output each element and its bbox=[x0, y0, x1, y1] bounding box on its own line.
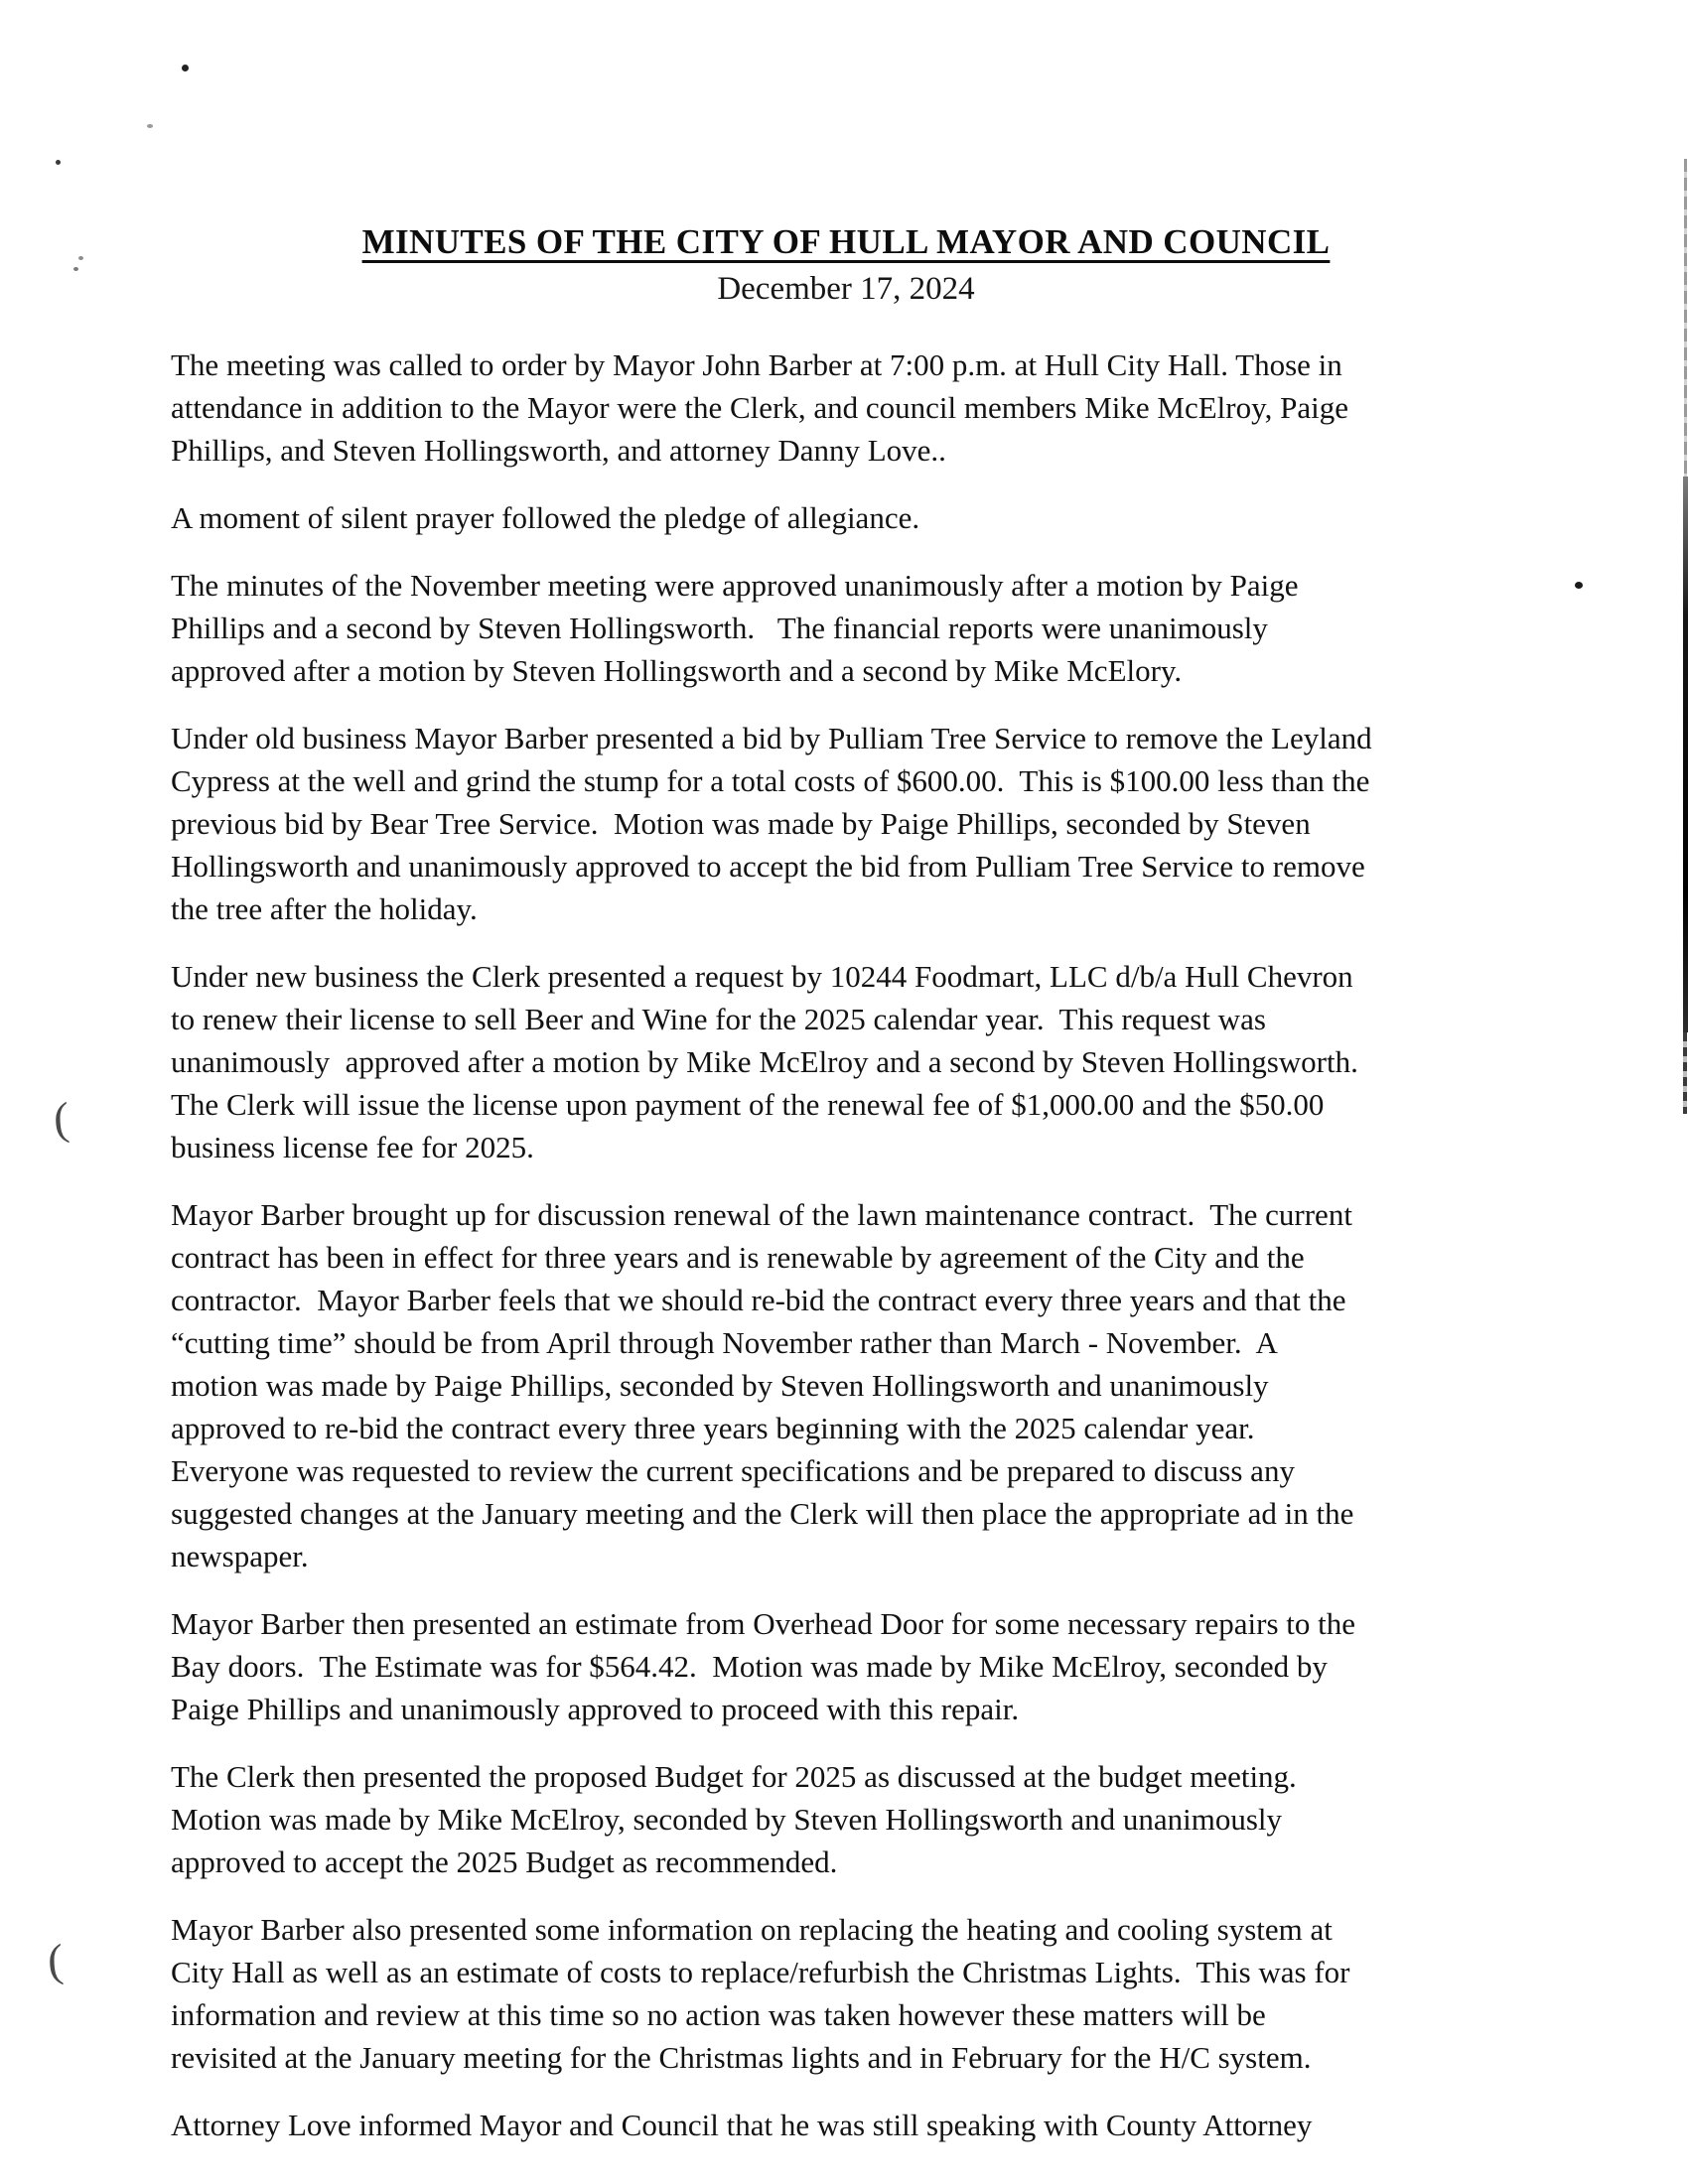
text-line: the tree after the holiday. bbox=[171, 891, 478, 926]
text-line: “cutting time” should be from April through November rather than March - November. A bbox=[171, 1325, 1278, 1360]
text-line: Bay doors. The Estimate was for $564.42. Motion was made by Mike McElroy, seconded by bbox=[171, 1649, 1328, 1684]
paragraph bbox=[171, 2104, 1551, 2146]
scan-speck bbox=[182, 65, 189, 71]
text-line: previous bid by Bear Tree Service. Motion was made by Paige Phillips, seconded by Steven bbox=[171, 806, 1311, 841]
paragraph bbox=[171, 1602, 1551, 1730]
document-header bbox=[171, 218, 1521, 312]
paragraph bbox=[171, 955, 1551, 1168]
document-body bbox=[171, 343, 1551, 2171]
scan-edge-line-top bbox=[1684, 159, 1687, 477]
text-line: Mayor Barber brought up for discussion renewal of the lawn maintenance contract. The current bbox=[171, 1197, 1352, 1232]
scan-speck bbox=[147, 124, 153, 128]
paragraph bbox=[171, 496, 1551, 539]
text-line: Phillips, and Steven Hollingsworth, and attorney Danny Love.. bbox=[171, 433, 946, 468]
text-line: Under old business Mayor Barber presented a bid by Pulliam Tree Service to remove the Leyland bbox=[171, 721, 1372, 755]
paragraph bbox=[171, 717, 1551, 930]
text-line: approved after a motion by Steven Hollingsworth and a second by Mike McElory. bbox=[171, 653, 1183, 688]
paragraph bbox=[171, 1755, 1551, 1883]
text-line: revisited at the January meeting for the Christmas lights and in February for the H/C system. bbox=[171, 2040, 1312, 2075]
scan-margin-mark: ( bbox=[52, 1092, 71, 1145]
text-line: The Clerk then presented the proposed Budget for 2025 as discussed at the budget meeting. bbox=[171, 1759, 1297, 1794]
paragraph bbox=[171, 564, 1551, 692]
scan-margin-mark: ( bbox=[46, 1934, 66, 1986]
text-line: Phillips and a second by Steven Hollingsworth. The financial reports were unanimously bbox=[171, 611, 1268, 645]
text-line: Cypress at the well and grind the stump for a total costs of $600.00. This is $100.00 less than the bbox=[171, 763, 1370, 798]
text-line: The minutes of the November meeting were approved unanimously after a motion by Paige bbox=[171, 568, 1299, 603]
text-line: Hollingsworth and unanimously approved to accept the bid from Pulliam Tree Service to remove bbox=[171, 849, 1365, 884]
text-line: City Hall as well as an estimate of costs to replace/refurbish the Christmas Lights. This was for bbox=[171, 1955, 1350, 1989]
text-line: business license fee for 2025. bbox=[171, 1130, 534, 1164]
text-line: contractor. Mayor Barber feels that we should re-bid the contract every three years and that the bbox=[171, 1283, 1346, 1317]
text-line: Everyone was requested to review the current specifications and be prepared to discuss any bbox=[171, 1453, 1295, 1488]
text-line: information and review at this time so no action was taken however these matters will be bbox=[171, 1997, 1266, 2032]
text-line: Mayor Barber also presented some information on replacing the heating and cooling system at bbox=[171, 1912, 1333, 1947]
scan-speck bbox=[1575, 582, 1583, 589]
text-line: A moment of silent prayer followed the pledge of allegiance. bbox=[171, 500, 920, 535]
text-line: to renew their license to sell Beer and Wine for the 2025 calendar year. This request was bbox=[171, 1002, 1266, 1036]
text-line: Mayor Barber then presented an estimate from Overhead Door for some necessary repairs to the bbox=[171, 1606, 1356, 1641]
text-line: unanimously approved after a motion by Mike McElroy and a second by Steven Hollingsworth. bbox=[171, 1044, 1358, 1079]
text-line: attendance in addition to the Mayor were the Clerk, and council members Mike McElroy, Paige bbox=[171, 390, 1348, 425]
text-line: newspaper. bbox=[171, 1539, 309, 1573]
text-line: suggested changes at the January meeting and the Clerk will then place the appropriate ad in the bbox=[171, 1496, 1354, 1531]
text-line: The meeting was called to order by Mayor John Barber at 7:00 p.m. at Hull City Hall. Those in bbox=[171, 347, 1342, 382]
document-date: December 17, 2024 bbox=[717, 271, 975, 307]
text-line: contract has been in effect for three years and is renewable by agreement of the City and the bbox=[171, 1240, 1305, 1275]
text-line: The Clerk will issue the license upon payment of the renewal fee of $1,000.00 and the $50.00 bbox=[171, 1087, 1325, 1122]
text-line: Paige Phillips and unanimously approved to proceed with this repair. bbox=[171, 1692, 1020, 1726]
text-line: approved to accept the 2025 Budget as recommended. bbox=[171, 1844, 838, 1879]
document-title: MINUTES OF THE CITY OF HULL MAYOR AND COUNCIL bbox=[361, 222, 1331, 261]
scan-speck bbox=[78, 256, 83, 260]
paragraph bbox=[171, 1193, 1551, 1577]
text-line: approved to re-bid the contract every three years beginning with the 2025 calendar year. bbox=[171, 1411, 1255, 1445]
scan-speck bbox=[73, 267, 78, 271]
paragraph bbox=[171, 1908, 1551, 2079]
text-line: Attorney Love informed Mayor and Council that he was still speaking with County Attorney bbox=[171, 2108, 1313, 2142]
text-line: motion was made by Paige Phillips, seconded by Steven Hollingsworth and unanimously bbox=[171, 1368, 1269, 1403]
text-line: Motion was made by Mike McElroy, seconded by Steven Hollingsworth and unanimously bbox=[171, 1802, 1282, 1837]
scan-edge-line-bottom bbox=[1683, 1032, 1687, 1114]
scan-speck bbox=[56, 160, 61, 165]
scan-edge-line-middle bbox=[1683, 477, 1688, 1032]
text-line: Under new business the Clerk presented a request by 10244 Foodmart, LLC d/b/a Hull Chevron bbox=[171, 959, 1353, 994]
paragraph bbox=[171, 343, 1551, 472]
